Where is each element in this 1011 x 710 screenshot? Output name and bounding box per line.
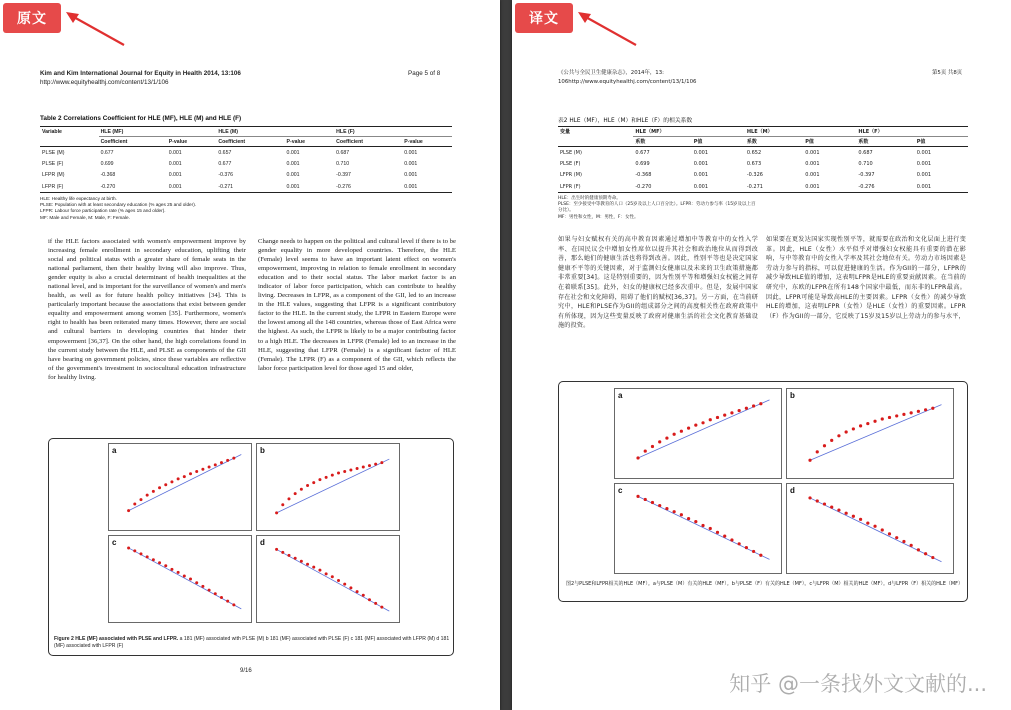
data-point <box>752 550 755 553</box>
table-cell: 0.001 <box>803 181 856 193</box>
data-point <box>636 456 639 459</box>
data-point <box>709 527 712 530</box>
table-cell: 0.699 <box>100 160 114 167</box>
data-point <box>881 528 884 531</box>
table-cell: 0.001 <box>805 149 820 156</box>
data-point <box>859 518 862 521</box>
data-point <box>294 557 297 560</box>
data-point <box>201 585 204 588</box>
body-column-right: 如果要在更发达国家实现性别平等，就需要在政治和文化层面上进行变革。因此，HLE（女性）水平似乎对增强妇女权能具有重要的潜在影响，与中等教育中的女性入学率及其社会地位有关。劳动力市场因素是劳动力参与的指标，可以促进健康的生活。作为GII的一部分，LFPR的减少导致HLE值的增加，这表明LFPR是HLE的重要贡献因素。在当前的研究中，东欧的LFPR在所有148个国家中最低，而东非的LFPR最高。因此，LFPR可能是导致高HLE的主要因素。LFPR（女性）的减少导致HLE的增加，这表明LFPR（女性）是HLE（女性）的重要因素。LFPR（F）作为GII的一部分，它反映了15岁及15岁以上劳动力的参与水平， <box>766 236 966 320</box>
table-cell: LFPR (F) <box>558 181 633 193</box>
data-point <box>139 552 142 555</box>
data-point <box>651 445 654 448</box>
data-point <box>752 404 755 407</box>
page-indicator: Page 5 of 8 <box>408 70 441 77</box>
table-header: 变量 <box>558 127 633 137</box>
data-point <box>300 488 303 491</box>
table-row <box>558 158 968 170</box>
data-point <box>873 420 876 423</box>
chart-panel-c <box>615 484 782 574</box>
data-point <box>709 418 712 421</box>
data-point <box>665 507 668 510</box>
data-point <box>146 555 149 558</box>
table-note: MF: Male and Female, M: Male, F: Female. <box>40 214 130 220</box>
data-point <box>852 427 855 430</box>
data-point <box>337 579 340 582</box>
table-header: Coefficient <box>334 137 402 147</box>
table-cell: 0.001 <box>286 172 300 179</box>
panel-frame <box>787 389 954 479</box>
figure-2-chart <box>108 443 400 623</box>
data-point <box>902 540 905 543</box>
table-cell: 0.001 <box>692 181 745 193</box>
panel-label: a <box>112 446 117 455</box>
table-header: Variable <box>40 127 99 137</box>
panel-frame <box>787 484 954 574</box>
panel-frame <box>109 444 252 531</box>
data-point <box>917 548 920 551</box>
data-point <box>318 569 321 572</box>
table-cell: -0.368 <box>100 172 116 179</box>
panel-label: c <box>112 538 117 547</box>
data-point <box>226 459 229 462</box>
data-point <box>368 598 371 601</box>
data-point <box>881 417 884 420</box>
table-row <box>558 170 968 182</box>
data-point <box>214 592 217 595</box>
data-point <box>673 433 676 436</box>
data-point <box>852 515 855 518</box>
table-cell: 0.001 <box>286 149 300 156</box>
table-header: HLE (MF) <box>99 127 217 137</box>
data-point <box>146 494 149 497</box>
data-point <box>673 510 676 513</box>
data-point <box>823 444 826 447</box>
data-point <box>924 408 927 411</box>
table-header: 系数 <box>856 137 914 147</box>
data-point <box>816 450 819 453</box>
data-point <box>127 546 130 549</box>
chart-panel-a <box>615 389 782 479</box>
data-point <box>325 572 328 575</box>
chart-panel-a <box>109 444 252 531</box>
table-cell: 0.001 <box>805 160 820 167</box>
data-point <box>730 411 733 414</box>
table-cell: 0.001 <box>168 160 182 167</box>
table-title: Table 2 Correlations Coefficient for HLE (MF), HLE (M) and HLE (F) <box>40 115 242 122</box>
data-point <box>343 583 346 586</box>
table-cell: 0.687 <box>336 149 350 156</box>
table-notes <box>558 196 758 221</box>
data-point <box>133 503 136 506</box>
table-cell: PLSE (F) <box>560 160 581 167</box>
data-point <box>701 524 704 527</box>
panel-label: d <box>260 538 265 547</box>
data-point <box>349 468 352 471</box>
data-point <box>873 525 876 528</box>
translation-page <box>512 0 1011 710</box>
table-cell: 0.001 <box>915 181 968 193</box>
data-point <box>866 522 869 525</box>
panel-frame <box>257 444 400 531</box>
data-point <box>127 509 130 512</box>
table-cell: 0.001 <box>286 160 300 167</box>
data-point <box>738 409 741 412</box>
table-cell: -0.376 <box>218 172 234 179</box>
data-point <box>658 440 661 443</box>
translation-tag: 译文 <box>515 3 573 33</box>
data-point <box>895 414 898 417</box>
data-point <box>312 481 315 484</box>
table-header: P值 <box>803 137 856 147</box>
data-point <box>866 422 869 425</box>
data-point <box>716 416 719 419</box>
table-cell: 0.001 <box>168 172 182 179</box>
body-column-left: 如果与妇女赋权有关的高中教育因素通过增加中等教育中的女性入学率、在国民议会中增加女性席位以提升其社会和政治地位从而得到改善，那么她们的健康生活也将得到改善。因此，性别平等也是决定国家健康不平等的关键因素，对于监测妇女健康以及未来的卫生政策措施都非常重要[34]。这是特别重要的，因为性别平等和增强妇女权能之间存在着联系[35]。此外，妇女的健康权已经多次重申。但是，发展中国家存在社会和文化障碍，阻碍了他们的赋权[36,37]。另一方面，在当前研究中，HLE和PLSE作为GII的组成部分之间的高度相关性在政府政策中有所体现，因为这些变量反映了政府对健康生活的社会文化教育基础设施的投资。 <box>558 236 758 330</box>
table-header: 系数 <box>633 137 691 147</box>
data-point <box>910 544 913 547</box>
panel-label: b <box>260 446 265 455</box>
panel-label: b <box>790 391 795 400</box>
table-cell: PLSE (M) <box>42 149 65 156</box>
data-point <box>325 476 328 479</box>
data-point <box>680 430 683 433</box>
data-point <box>723 414 726 417</box>
data-point <box>177 477 180 480</box>
data-point <box>644 449 647 452</box>
data-point <box>318 478 321 481</box>
data-point <box>201 468 204 471</box>
data-point <box>745 546 748 549</box>
data-point <box>902 413 905 416</box>
data-point <box>723 535 726 538</box>
table-header: HLE（MF） <box>633 127 745 137</box>
chart-panel-d <box>257 536 400 623</box>
data-point <box>931 407 934 410</box>
table-cell: 0.001 <box>693 149 709 156</box>
data-point <box>232 457 235 460</box>
data-point <box>183 475 186 478</box>
data-point <box>362 466 365 469</box>
table-header: P值 <box>692 137 745 147</box>
data-point <box>195 470 198 473</box>
arrow-icon <box>62 8 128 48</box>
data-point <box>888 416 891 419</box>
data-point <box>808 496 811 499</box>
table-cell: 0.677 <box>635 149 650 156</box>
table-cell: 0.001 <box>916 160 932 167</box>
table-cell: 0.677 <box>218 160 232 167</box>
figure-2-chart <box>614 388 954 574</box>
data-point <box>830 439 833 442</box>
data-point <box>275 548 278 551</box>
data-point <box>306 484 309 487</box>
data-point <box>362 594 365 597</box>
data-point <box>716 531 719 534</box>
data-point <box>214 463 217 466</box>
data-point <box>164 483 167 486</box>
table-cell: 0.652 <box>746 149 762 156</box>
table-row <box>558 181 968 193</box>
table-note: PLSE：至少接受中等教育的人口（25岁及以上人口百分比）。LFPR：劳动力参与率（15岁及以上百分比）。 <box>558 202 756 214</box>
data-point <box>823 502 826 505</box>
table-header: HLE（F） <box>856 127 968 137</box>
data-point <box>312 566 315 569</box>
table-cell: LFPR (M) <box>560 172 582 179</box>
data-point <box>837 434 840 437</box>
table-header: P-value <box>402 137 452 147</box>
original-tag: 原文 <box>3 3 61 33</box>
correlation-table <box>558 126 968 193</box>
table-cell: PLSE (F) <box>42 160 64 167</box>
data-point <box>170 480 173 483</box>
chart-panel-c <box>109 536 252 623</box>
table-header: P值 <box>915 137 968 147</box>
panel-label: c <box>618 486 623 495</box>
data-point <box>380 606 383 609</box>
data-point <box>745 407 748 410</box>
table-cell: 0.001 <box>404 172 418 179</box>
data-point <box>356 590 359 593</box>
table-note: HLE: Healthy life expectancy at birth. <box>40 196 117 201</box>
journal-citation: 《公共与全民卫生健康杂志》，2014年，13: <box>558 70 664 76</box>
table-note: HLE：出生时的健康预期寿命。 <box>558 196 621 201</box>
table-cell: -0.276 <box>334 181 402 193</box>
data-point <box>281 503 284 506</box>
data-point <box>374 463 377 466</box>
data-point <box>837 509 840 512</box>
table-note: LFPR: Labour force participation rate (% ages 15 and older). <box>40 208 166 214</box>
data-point <box>917 410 920 413</box>
data-point <box>759 554 762 557</box>
data-point <box>845 430 848 433</box>
data-point <box>300 560 303 563</box>
data-point <box>680 513 683 516</box>
data-point <box>331 474 334 477</box>
table-header: P-value <box>285 137 335 147</box>
data-point <box>730 538 733 541</box>
data-point <box>177 571 180 574</box>
data-point <box>687 427 690 430</box>
table-cell: 0.001 <box>693 172 709 179</box>
data-point <box>294 492 297 495</box>
data-point <box>808 459 811 462</box>
table-cell: 0.001 <box>916 172 932 179</box>
data-point <box>687 517 690 520</box>
data-point <box>287 554 290 557</box>
table-row <box>40 181 452 193</box>
table-cell: 0.001 <box>404 149 418 156</box>
table-header: Coefficient <box>216 137 284 147</box>
data-point <box>356 467 359 470</box>
data-point <box>195 581 198 584</box>
figure-caption: 图2与PLSE和LFPR相关的HLE（MF）。a与PLSE（M）有关的HLE（MF）。b与PLSE（F）有关的HLE（MF）。c与LFPR（M）相关的HLE（MF）。d与LFPR（F）相关的HLE（MF） <box>566 581 964 587</box>
table-row <box>40 147 452 159</box>
table-note: MF：男性和女性，M：男性，F：女性。 <box>558 214 639 220</box>
table-cell: -0.271 <box>745 181 803 193</box>
panel-frame <box>615 389 782 479</box>
table-row <box>40 170 452 182</box>
table-cell: 0.001 <box>404 160 418 167</box>
table-cell: 0.673 <box>746 160 762 167</box>
table-cell: 0.710 <box>858 160 873 167</box>
page-indicator: 第5页 共8页 <box>932 70 963 76</box>
table-cell: -0.276 <box>856 181 914 193</box>
table-cell: PLSE (M) <box>560 149 582 156</box>
table-cell: -0.397 <box>858 172 875 179</box>
data-point <box>636 495 639 498</box>
table-cell: 0.710 <box>336 160 350 167</box>
arrow-icon <box>574 8 640 48</box>
data-point <box>895 536 898 539</box>
original-page <box>0 0 500 710</box>
data-point <box>232 603 235 606</box>
data-point <box>226 600 229 603</box>
table-notes <box>40 196 340 221</box>
table-cell: -0.397 <box>336 172 351 179</box>
table-cell: 0.699 <box>635 160 650 167</box>
data-point <box>331 575 334 578</box>
data-point <box>158 561 161 564</box>
table-cell: -0.326 <box>746 172 763 179</box>
data-point <box>220 461 223 464</box>
data-point <box>281 551 284 554</box>
table-cell: -0.368 <box>635 172 652 179</box>
chart-panel-b <box>257 444 400 531</box>
journal-citation: Kim and Kim International Journal for Equity in Health 2014, 13:106 <box>40 70 241 77</box>
data-point <box>275 511 278 514</box>
data-point <box>349 586 352 589</box>
data-point <box>888 532 891 535</box>
table-cell: 0.001 <box>167 181 217 193</box>
figure-caption-text: a 181 (MF) associated with PLSE (M) b 181 (MF) associated with PLSE (F) c 181 (MF) associated with LFPR (M) d 181 (MF) associated with LFPR (F) <box>54 636 450 650</box>
table-cell: -0.270 <box>99 181 167 193</box>
data-point <box>859 424 862 427</box>
panel-label: d <box>790 486 795 495</box>
data-point <box>380 461 383 464</box>
data-point <box>343 470 346 473</box>
table-row <box>558 147 968 159</box>
table-title: 表2 HLE（MF），HLE（M）和HLE（F）的相关系数 <box>558 118 693 124</box>
data-point <box>816 499 819 502</box>
data-point <box>208 466 211 469</box>
chart-panel-b <box>787 389 954 479</box>
data-point <box>644 498 647 501</box>
page-number: 9/16 <box>240 668 252 674</box>
body-column-right: Change needs to happen on the political and cultural level if there is to be gender equality in more developed countries. Therefore, the HLE (Female) level seems to have an important latent effect on women's empowerment, improving in relation to female enrollment in secondary education and to their social status. The labor market factor is an indicator of labor force participation, which can contribute to healthy living. Decreases in LFPR, as a component of the GII, led to an increase in the HLE values, suggesting that LFPR is a significant contributory factor to the HLE. In the current study, the LFPR in Eastern Europe were the lowest among all the 148 countries, whereas those of East Africa were the highest. As such, the LFPR is likely to be a major contributing factor to a high HLE. The decreases in LFPR (Female) led to an increase in the HLE, suggesting that LFPR (Female) is a significant factor of HLE (Female). The LFPR (F) as a component of the GII, which reflects the labor force participation level for those aged 15 and older, <box>258 238 456 372</box>
figure-caption <box>54 636 450 650</box>
table-header: P-value <box>167 137 217 147</box>
data-point <box>133 549 136 552</box>
data-point <box>759 402 762 405</box>
data-point <box>368 464 371 467</box>
table-cell: LFPR (M) <box>42 172 65 179</box>
table-cell: -0.271 <box>216 181 284 193</box>
data-point <box>139 498 142 501</box>
table-header: Coefficient <box>99 137 167 147</box>
data-point <box>701 421 704 424</box>
running-header <box>558 69 696 87</box>
data-point <box>287 497 290 500</box>
table-cell: 0.001 <box>168 149 182 156</box>
table-cell: LFPR (F) <box>40 181 99 193</box>
data-point <box>665 436 668 439</box>
table-cell: 0.001 <box>285 181 335 193</box>
chart-panel-d <box>787 484 954 574</box>
data-point <box>845 512 848 515</box>
running-header <box>40 69 241 87</box>
table-header: 系数 <box>745 137 803 147</box>
figure-caption-title: Figure 2 HLE (MF) associated with PLSE and LFPR. <box>54 636 179 642</box>
panel-label: a <box>618 391 623 400</box>
table-cell: -0.270 <box>633 181 691 193</box>
journal-url: http://www.equityhealthj.com/content/13/1/106 <box>40 79 169 86</box>
correlation-table <box>40 126 452 193</box>
journal-url: 106http://www.equityhealthj.com/content/13/1/106 <box>558 79 697 85</box>
body-column-left: if the HLE factors associated with women's empowerment improve by increasing female enrollment in secondary education, uplifting their social and political status with a greater share of female seats in the national parliament, then their healthy living will also improve. Thus, gender equity is also a crucial determinant of health inequalities at the national level, and is important for the surveillance of women's and men's health, as well as for future health policy initiatives [34]. This is particularly important because the associations that exist between gender equality and empowerment among women [35]. Furthermore, women's right to health has been reiterated many times. However, there are social and cultural barriers in developing countries that hinder their empowerment [36,37]. On the other hand, the high correlations found in the current study between the HLE, and PLSE as components of the GII have bearing on government policies, since these variables are reflective of the government's investment in sociocultural education infrastructure for healthy living. <box>48 238 246 381</box>
data-point <box>738 542 741 545</box>
table-header: HLE (M) <box>216 127 334 137</box>
table-cell: 0.001 <box>916 149 932 156</box>
watermark: 知乎 @一条找外文文献的... <box>729 672 987 696</box>
data-point <box>924 552 927 555</box>
data-point <box>651 501 654 504</box>
data-point <box>931 556 934 559</box>
data-point <box>337 471 340 474</box>
data-point <box>189 578 192 581</box>
data-point <box>694 423 697 426</box>
data-point <box>158 486 161 489</box>
table-cell: 0.001 <box>805 172 820 179</box>
data-point <box>220 596 223 599</box>
data-point <box>306 563 309 566</box>
data-point <box>374 602 377 605</box>
data-point <box>183 575 186 578</box>
table-row <box>40 158 452 170</box>
data-point <box>910 411 913 414</box>
data-point <box>164 564 167 567</box>
data-point <box>658 504 661 507</box>
panel-frame <box>257 536 400 623</box>
data-point <box>170 568 173 571</box>
table-header: HLE（M） <box>745 127 857 137</box>
data-point <box>830 505 833 508</box>
table-cell: 0.001 <box>693 160 709 167</box>
table-cell: 0.001 <box>402 181 452 193</box>
table-cell: 0.677 <box>100 149 114 156</box>
data-point <box>694 520 697 523</box>
table-header: HLE (F) <box>334 127 452 137</box>
data-point <box>208 589 211 592</box>
data-point <box>152 558 155 561</box>
data-point <box>152 490 155 493</box>
table-note: PLSE: Population with at least secondary education (% ages 25 and older). <box>40 202 197 208</box>
table-cell: 0.657 <box>218 149 232 156</box>
data-point <box>189 472 192 475</box>
table-cell: 0.687 <box>858 149 873 156</box>
